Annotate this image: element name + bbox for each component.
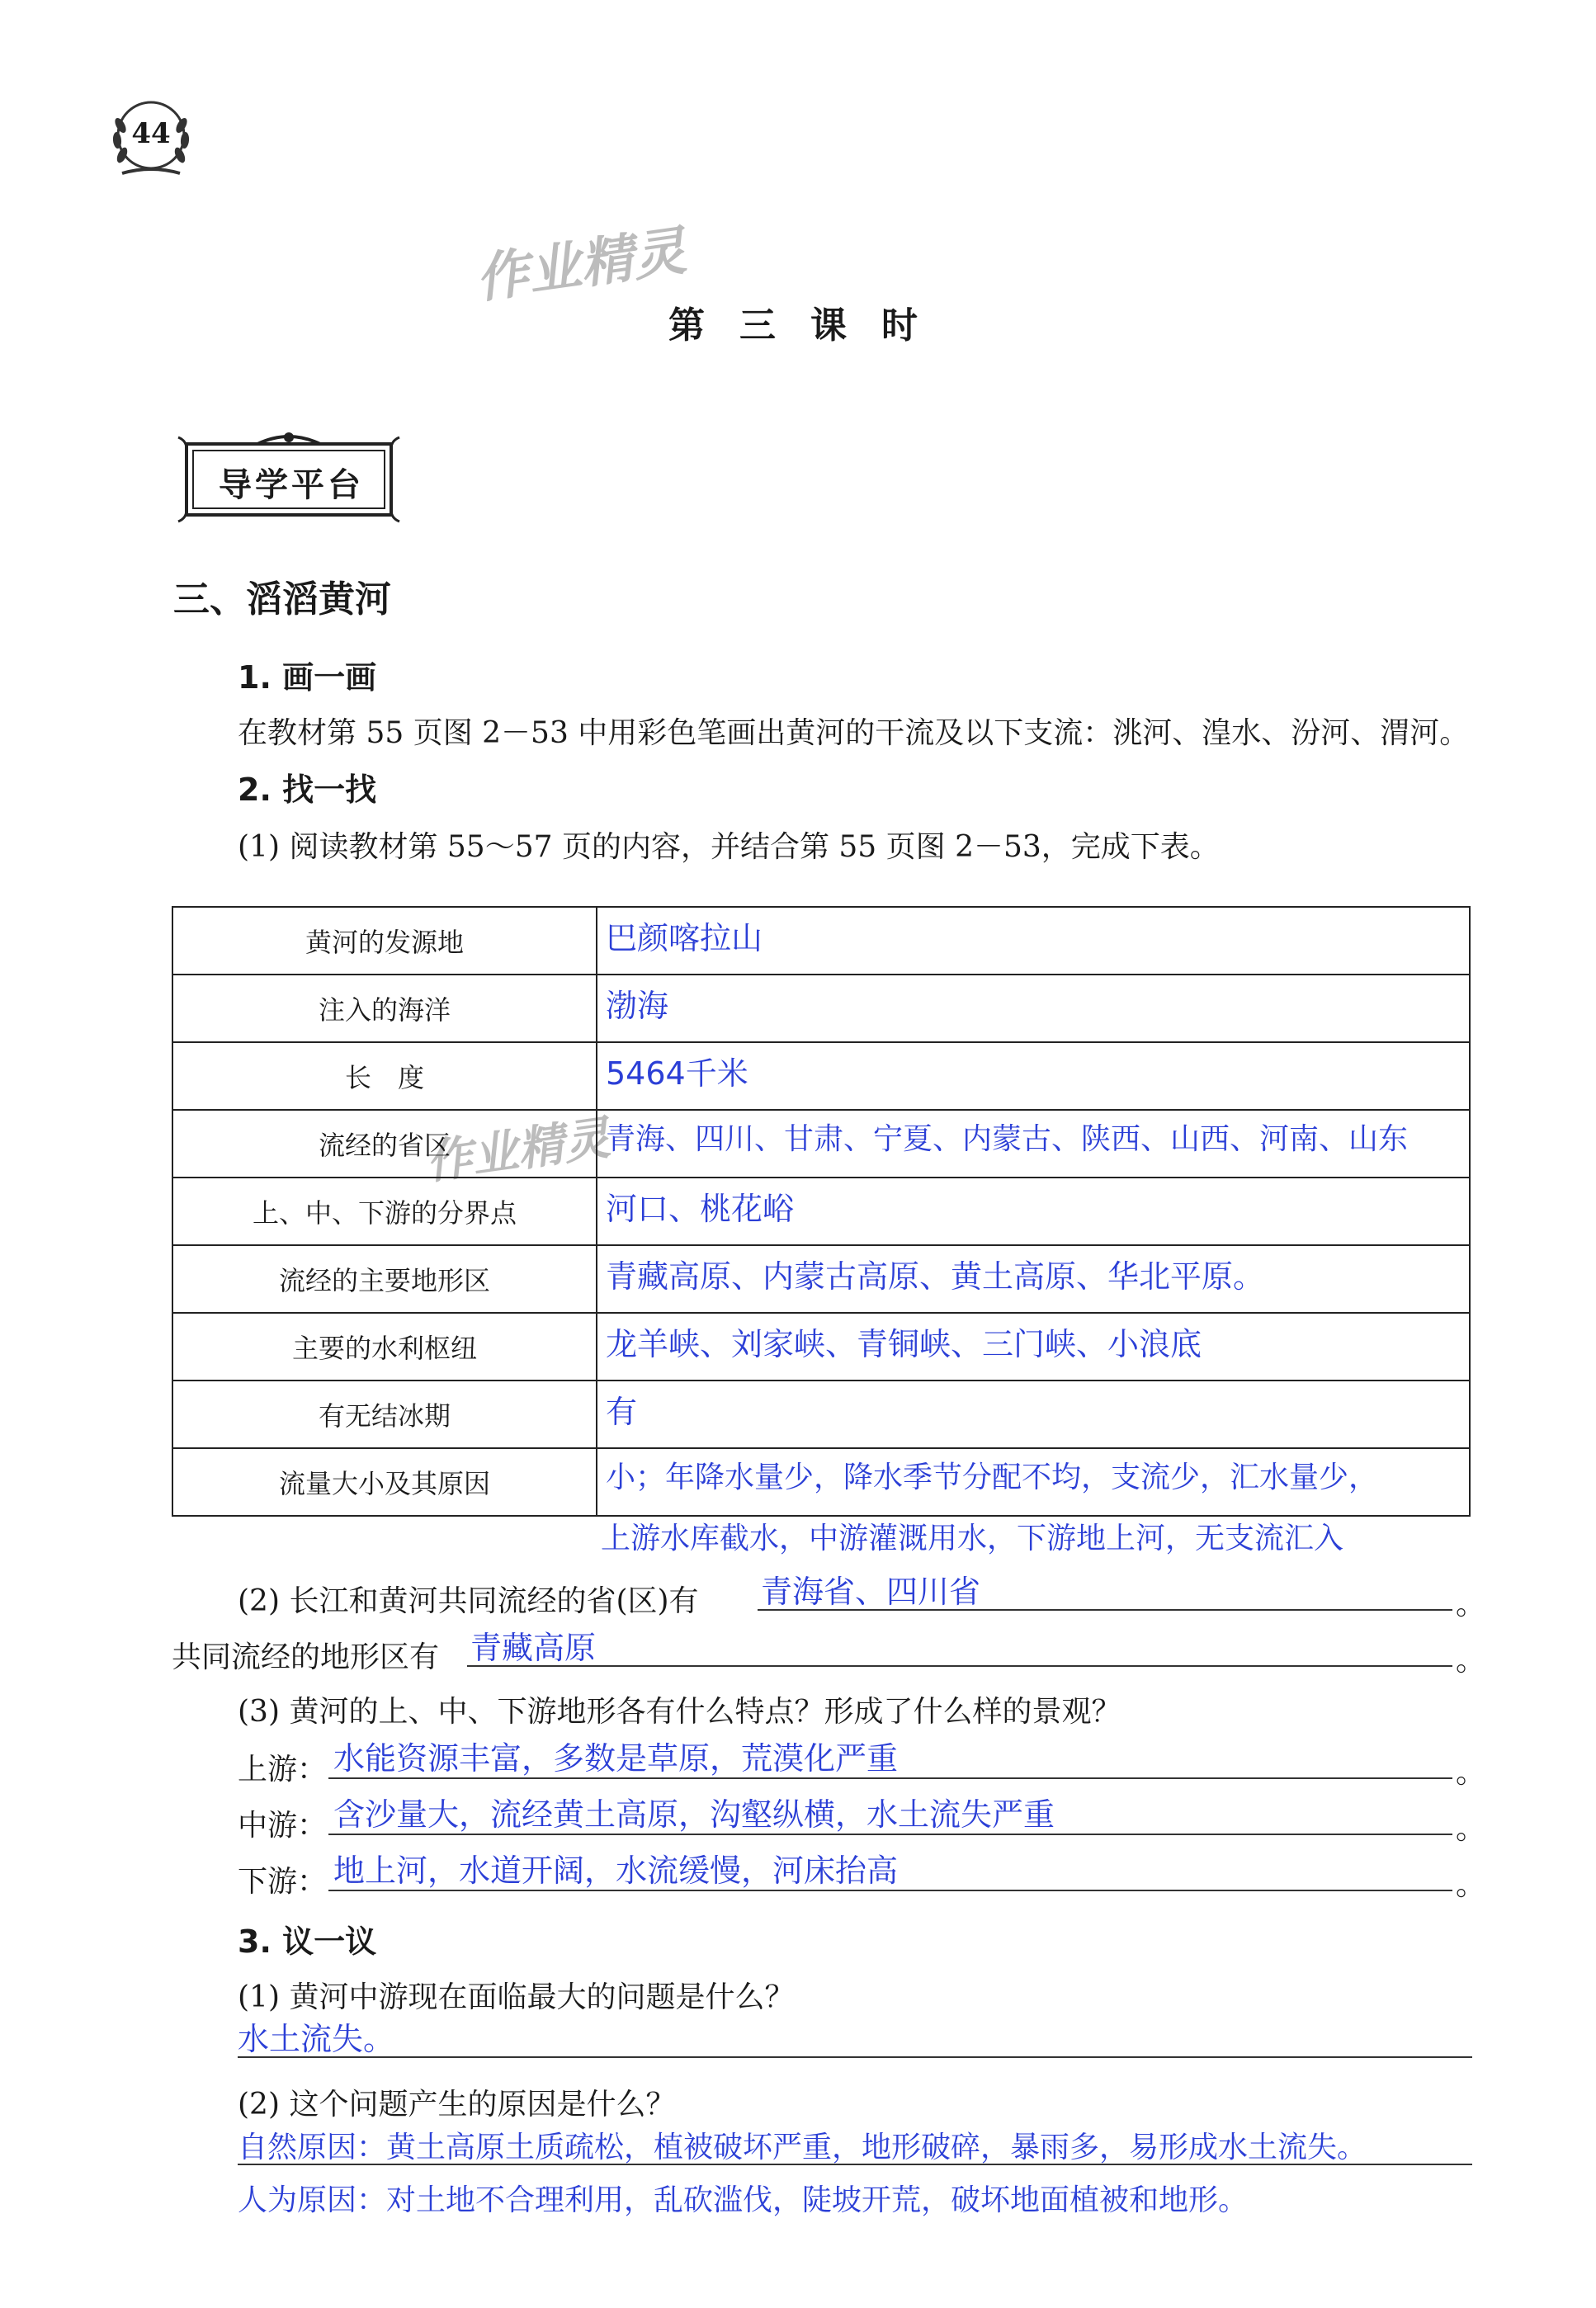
q2-sub2b-prefix: 共同流经的地形区有 xyxy=(172,1640,440,1674)
period: 。 xyxy=(1456,1868,1486,1902)
row-answer: 巴颜喀拉山 xyxy=(606,920,763,956)
row-answer: 河口、桃花峪 xyxy=(606,1191,795,1227)
row-label: 流经的省区 xyxy=(172,1110,597,1178)
platform-label: 导学平台 xyxy=(219,466,364,504)
row-label: 黄河的发源地 xyxy=(172,907,597,975)
q2-sub3-question: (3) 黄河的上、中、下游地形各有什么特点？形成了什么样的景观？ xyxy=(238,1695,1121,1729)
answer-underline xyxy=(238,2164,1472,2165)
row-label: 有无结冰期 xyxy=(172,1381,597,1448)
q3-sub1-answer: 水土流失。 xyxy=(238,2021,395,2057)
q3-sub2-question: (2) 这个问题产生的原因是什么？ xyxy=(238,2088,676,2122)
watermark-top: 作业精灵 xyxy=(471,220,690,311)
table-row xyxy=(172,1313,1470,1381)
row-answer: 龙羊峡、刘家峡、青铜峡、三门峡、小浪底 xyxy=(606,1326,1202,1362)
q1-text: 在教材第 55 页图 2－53 中用彩色笔画出黄河的干流及以下支流：洮河、湟水、汾河、渭河。 xyxy=(238,716,1470,750)
flow-reason-line2: 上游水库截水，中游灌溉用水，下游地上河，无支流汇入 xyxy=(601,1522,1344,1555)
row-label: 流量大小及其原因 xyxy=(172,1448,597,1516)
table-row xyxy=(172,1178,1470,1245)
table-row xyxy=(172,975,1470,1042)
page-number-badge xyxy=(106,92,196,183)
middle-label: 中游： xyxy=(238,1809,328,1843)
row-answer: 青海、四川、甘肃、宁夏、内蒙古、陕西、山西、河南、山东 xyxy=(606,1122,1409,1156)
answer-underline xyxy=(238,2056,1472,2058)
row-answer: 5464千米 xyxy=(606,1055,748,1092)
row-answer: 小；年降水量少，降水季节分配不均，支流少，汇水量少， xyxy=(606,1461,1379,1494)
human-reason: 人为原因：对土地不合理利用，乱砍滥伐，陡坡开荒，破坏地面植被和地形。 xyxy=(238,2183,1249,2217)
lower-label: 下游： xyxy=(238,1865,328,1899)
answer-underline xyxy=(467,1665,1452,1667)
upper-label: 上游： xyxy=(238,1753,328,1786)
natural-reason: 自然原因：黄土高原土质疏松，植被破坏严重，地形破碎，暴雨多，易形成水土流失。 xyxy=(238,2131,1367,2164)
row-label: 长 度 xyxy=(172,1042,597,1110)
q3-heading: 3. 议一议 xyxy=(238,1923,377,1960)
q2-sub2-answer: 青海省、四川省 xyxy=(761,1574,981,1610)
lesson-title: 第三课时 xyxy=(668,304,952,347)
q2-heading: 2. 找一找 xyxy=(238,772,377,808)
q3-sub1-question: (1) 黄河中游现在面临最大的问题是什么？ xyxy=(238,1980,795,2014)
period: 。 xyxy=(1456,1644,1486,1678)
table-row xyxy=(172,1448,1470,1516)
table-row xyxy=(172,1042,1470,1110)
q2-intro: (1) 阅读教材第 55～57 页的内容，并结合第 55 页图 2－53，完成下表。 xyxy=(238,830,1220,864)
q1-heading: 1. 画一画 xyxy=(238,659,377,696)
middle-answer: 含沙量大，流经黄土高原，沟壑纵横，水土流失严重 xyxy=(333,1796,1055,1833)
upper-answer: 水能资源丰富，多数是草原，荒漠化严重 xyxy=(333,1740,899,1777)
table-row xyxy=(172,1245,1470,1313)
table-row xyxy=(172,1381,1470,1448)
river-info-table xyxy=(172,906,1471,1517)
q2-sub2b-answer: 青藏高原 xyxy=(470,1630,597,1666)
period: 。 xyxy=(1456,1812,1486,1846)
lower-answer: 地上河，水道开阔，水流缓慢，河床抬高 xyxy=(333,1853,899,1889)
row-answer: 有 xyxy=(606,1394,638,1430)
row-label: 主要的水利枢纽 xyxy=(172,1313,597,1381)
watermark-table: 作业精灵 xyxy=(423,1111,614,1191)
row-answer: 青藏高原、内蒙古高原、黄土高原、华北平原。 xyxy=(606,1258,1265,1295)
row-answer: 渤海 xyxy=(606,988,669,1024)
period: 。 xyxy=(1456,1588,1486,1621)
table-row xyxy=(172,1110,1470,1178)
row-label: 注入的海洋 xyxy=(172,975,597,1042)
table-row xyxy=(172,907,1470,975)
period: 。 xyxy=(1456,1756,1486,1790)
section-heading: 三、滔滔黄河 xyxy=(173,578,391,621)
row-label: 流经的主要地形区 xyxy=(172,1245,597,1313)
row-label: 上、中、下游的分界点 xyxy=(172,1178,597,1245)
q2-sub2-prefix: (2) 长江和黄河共同流经的省(区)有 xyxy=(238,1584,699,1618)
page-number: 44 xyxy=(131,117,171,150)
